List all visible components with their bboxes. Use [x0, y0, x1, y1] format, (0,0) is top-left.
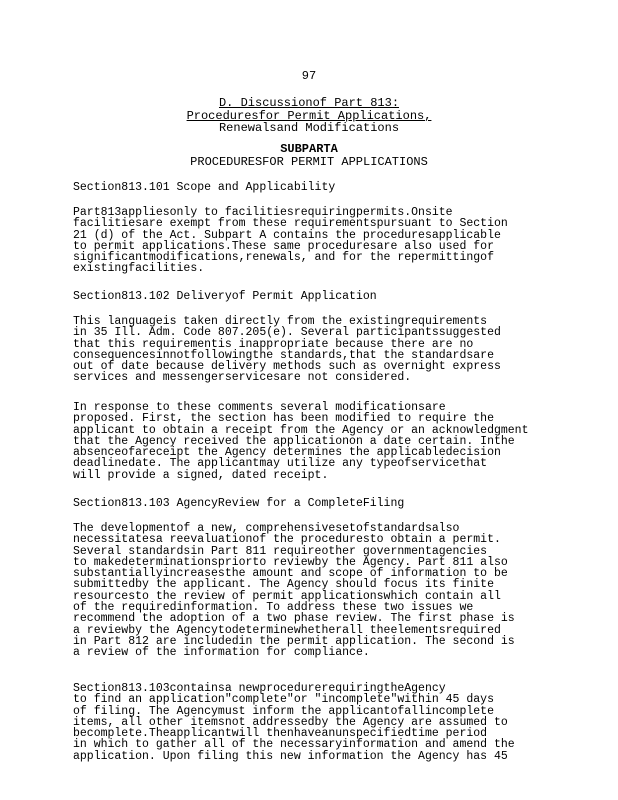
paragraph — [73, 316, 553, 384]
section-title: Section813.101 Scope and Applicability — [73, 181, 336, 194]
text-line: in Part 812 are includedin the permit application. The second is — [73, 634, 515, 648]
text-line: of the requiredinformation. To address these two issues we — [73, 601, 474, 615]
text-line: a review of the information for compliance. — [73, 646, 370, 660]
text-line: recommend the adoption of a two phase review. The first phase is — [73, 612, 515, 626]
text-line: In response to these comments several modificationsare — [73, 401, 446, 414]
text-line: to makedeterminationspriorto reviewby the Agency. Part 811 also — [73, 555, 508, 569]
text-line: that the Agency received the applicationon a date certain. Inthe — [73, 434, 515, 448]
text-line: applicant to obtain a receipt from the Agency or an acknowledgment — [73, 423, 529, 437]
text-line: a reviewby the Agencytodeterminewhetherall theelementsrequired — [73, 623, 501, 637]
paragraph — [73, 683, 553, 762]
part-heading-line-2: Proceduresfor Permit Applications, — [186, 108, 432, 123]
text-line: Several standardsin Part 811 requireother governmentagencies — [73, 544, 488, 558]
text-line: that this requirementis inappropriate because there are no — [73, 337, 474, 351]
text-line: to permit applications.These same proceduresare also used for — [73, 239, 494, 253]
text-line: existingfacilities. — [73, 262, 205, 276]
text-line: Part813appliesonly to facilitiesrequiringpermits.Onsite — [73, 206, 453, 219]
section-title: Section813.103 AgencyReview for a CompleteFiling — [73, 497, 405, 510]
text-line: to find an application"complete"or "incomplete"within 45 days — [73, 693, 494, 707]
text-line: The developmentof a new, comprehensivesetofstandardsalso — [73, 522, 460, 535]
text-line: out of date because delivery methods such as overnight express — [73, 360, 501, 374]
text-line: becomplete.Theapplicantwill thenhaveanunspecifiedtime period — [73, 727, 488, 741]
text-line: substantiallyincreasesthe amount and scope of information to be — [73, 567, 508, 581]
page-number: 97 — [301, 69, 317, 83]
text-line: significantmodifications,renewals, and for the repermittingof — [73, 251, 494, 265]
text-line: application. Upon filing this new information the Agency has 45 — [73, 749, 508, 763]
text-line: facilitiesare exempt from these requirementspursuant to Section — [73, 217, 508, 231]
text-line: services and messengerservicesare not considered. — [73, 371, 412, 385]
text-line: deadlinedate. The applicantmay utilize any typeofservicethat — [73, 457, 488, 471]
part-heading-line-3: Renewalsand Modifications — [218, 121, 400, 135]
text-line: proposed. First, the section has been modified to require the — [73, 412, 494, 426]
text-line: will provide a signed, dated receipt. — [73, 468, 329, 482]
part-heading-line-1: D. Discussionof Part 813: — [218, 96, 400, 110]
subpart-heading-line-1: SUBPARTA — [280, 142, 338, 156]
text-line: of filing. The Agencymust inform the applicantofallincomplete — [73, 704, 494, 718]
text-line: absenceofareceipt the Agency determines the applicabledecision — [73, 446, 501, 460]
subpart-heading-line-2: PROCEDURESFOR PERMIT APPLICATIONS — [190, 154, 428, 169]
text-line: consequencesinnotfollowingthe standards,that the standardsare — [73, 348, 494, 362]
text-line: items, all other itemsnot addressedby the Agency are assumed to — [73, 715, 508, 729]
text-line: This languageis taken directly from the existingrequirements — [73, 315, 488, 328]
part-heading — [0, 97, 618, 135]
text-line: Section813.103containsa newprocedurerequiringtheAgency — [73, 682, 446, 695]
text-line: in which to gather all of the necessaryinformation and amend the — [73, 738, 515, 752]
paragraph — [73, 402, 553, 481]
text-line: 21 (d) of the Act. Subpart A contains the proceduresapplicable — [73, 228, 501, 242]
text-line: submittedby the applicant. The Agency should focus its finite — [73, 578, 494, 592]
paragraph — [73, 207, 553, 275]
paragraph — [73, 523, 553, 659]
text-line: necessitatesa reevaluationof the proceduresto obtain a permit. — [73, 533, 501, 547]
text-line: resourcesto the review of permit applicationswhich contain all — [73, 589, 501, 603]
subpart-heading — [0, 143, 618, 168]
section-title: Section813.102 Deliveryof Permit Application — [73, 290, 377, 303]
text-line: in 35 Ill. Adm. Code 807.205(e). Several participantssuggested — [73, 326, 501, 340]
